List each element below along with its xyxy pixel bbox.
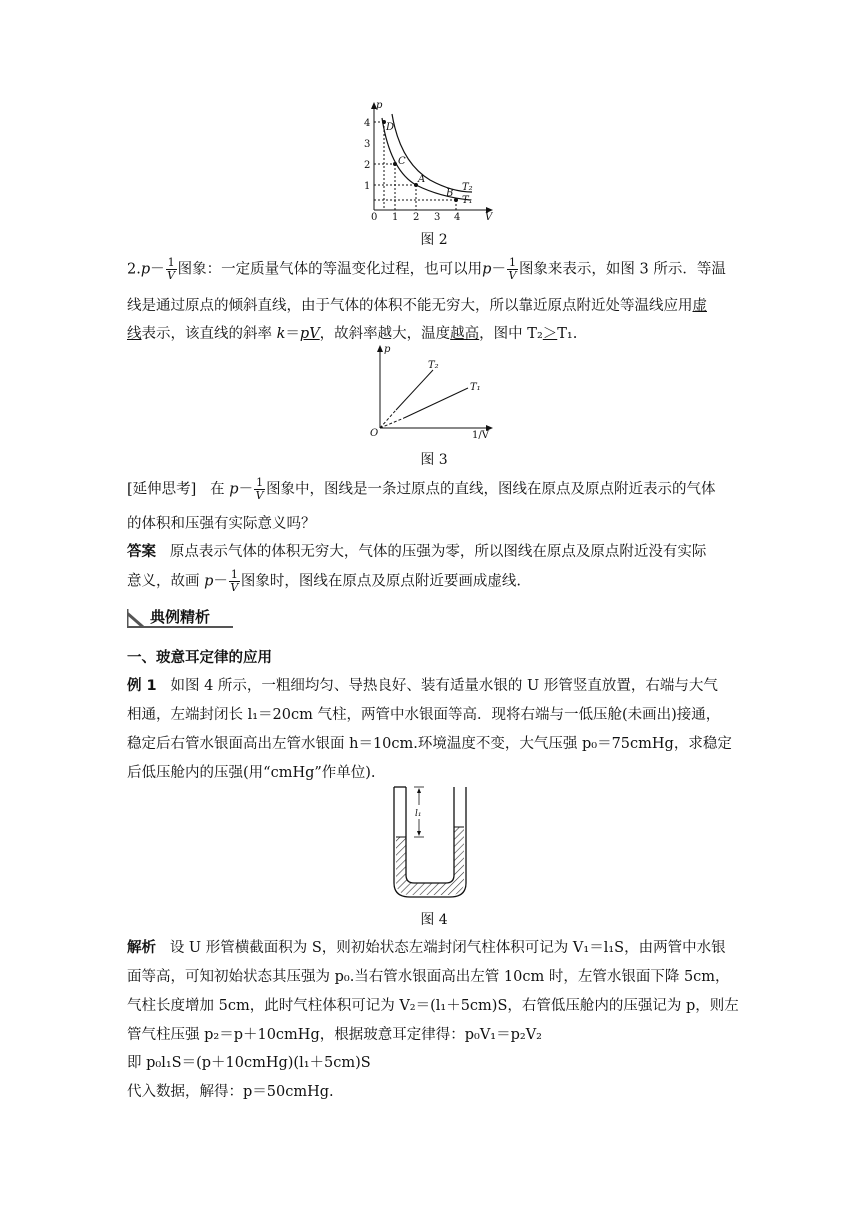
solution-line-5: 即 p₀l₁S＝(p＋10cmHg)(l₁＋5cm)S <box>127 1055 371 1071</box>
svg-text:p: p <box>384 344 391 355</box>
solution-line-2: 面等高，可知初始状态其压强为 p₀.当右管水银面高出左管 10cm 时，左管水银面下降 5cm， <box>127 969 730 985</box>
solution-line-1: 解析 设 U 形管横截面积为 S，则初始状态左端封闭气柱体积可记为 V₁＝l₁S，由两管中水银 <box>127 940 726 956</box>
solution-line-3: 气柱长度增加 5cm，此时气柱体积可记为 V₂＝(l₁＋5cm)S，右管低压舱内的压强记为 p，则左 <box>127 998 739 1014</box>
svg-text:O: O <box>370 428 379 439</box>
think-line-2: 的体积和压强有实际意义吗？ <box>127 516 316 532</box>
figure-3-caption: 图 3 <box>420 452 448 468</box>
svg-text:T₂: T₂ <box>428 360 439 371</box>
svg-text:4: 4 <box>364 118 371 129</box>
example-1-line-3: 稳定后右管水银面高出左管水银面 h＝10cm.环境温度不变，大气压强 p₀＝75cmHg，求稳定 <box>127 736 732 752</box>
para-2-line-3: 线表示，该直线的斜率 k＝pV，故斜率越大，温度越高，图中 T₂＞T₁. <box>127 326 578 342</box>
solution-line-6: 代入数据，解得：p＝50cmHg. <box>127 1084 334 1100</box>
axis-v-label: V <box>485 212 493 223</box>
svg-text:2: 2 <box>364 160 371 171</box>
solution-line-4: 管气柱压强 p₂＝p＋10cmHg，根据玻意耳定律得：p₀V₁＝p₂V₂ <box>127 1027 542 1043</box>
axis-p-label: p <box>376 100 383 111</box>
think-line-1: [延伸思考] 在 p－ $\frac{1}{V}$ 图象中，图线是一条过原点的直线，图线在原点及原点附近表示的气体 <box>127 476 716 502</box>
svg-text:0: 0 <box>371 212 378 223</box>
figure-2-graph <box>360 100 500 225</box>
svg-text:1: 1 <box>392 212 399 223</box>
svg-text:C: C <box>398 156 406 167</box>
para-2-line-2: 线是通过原点的倾斜直线，由于气体的体积不能无穷大，所以靠近原点附近处等温线应用虚 <box>127 298 707 314</box>
svg-text:T₁: T₁ <box>462 195 473 206</box>
svg-text:1: 1 <box>364 181 371 192</box>
answer-line-2: 意义，故画 p－ $\frac{1}{V}$ 图象时，图线在原点及原点附近要画成虚线. <box>127 568 522 594</box>
svg-text:3: 3 <box>434 212 441 223</box>
svg-text:l₁: l₁ <box>415 809 422 819</box>
svg-text:A: A <box>418 174 426 185</box>
svg-text:T₁: T₁ <box>470 382 481 393</box>
section-title: 典例精析 <box>150 608 211 626</box>
svg-text:B: B <box>446 188 454 199</box>
heading-1: 一、玻意耳定律的应用 <box>127 650 272 666</box>
figure-4-caption: 图 4 <box>420 912 448 928</box>
example-1-line-4: 后低压舱内的压强(用“cmHg”作单位). <box>127 765 376 781</box>
para-2-line-1: 2.p－ $\frac{1}{V}$ 图象：一定质量气体的等温变化过程，也可以用p－ $\frac{1}{V}$ 图象来表示，如图 3 所示．等温 <box>127 256 726 282</box>
figure-4-u-tube <box>388 785 472 905</box>
answer-line-1: 答案 原点表示气体的体积无穷大，气体的压强为零，所以图线在原点及原点附近没有实际 <box>127 544 707 560</box>
svg-text:T₂: T₂ <box>462 182 473 193</box>
svg-text:1/V: 1/V <box>472 430 489 441</box>
svg-text:4: 4 <box>454 212 461 223</box>
example-1-line-1: 例 1 如图 4 所示，一粗细均匀、导热良好、装有适量水银的 U 形管竖直放置，右端与大气 <box>127 678 718 694</box>
example-1-line-2: 相通，左端封闭长 l₁＝20cm 气柱，两管中水银面等高．现将右端与一低压舱(未画出)接通， <box>127 707 721 723</box>
svg-text:3: 3 <box>364 139 371 150</box>
svg-text:2: 2 <box>413 212 420 223</box>
svg-text:D: D <box>386 122 395 133</box>
figure-3-graph <box>368 342 498 442</box>
figure-2-caption: 图 2 <box>420 232 448 248</box>
